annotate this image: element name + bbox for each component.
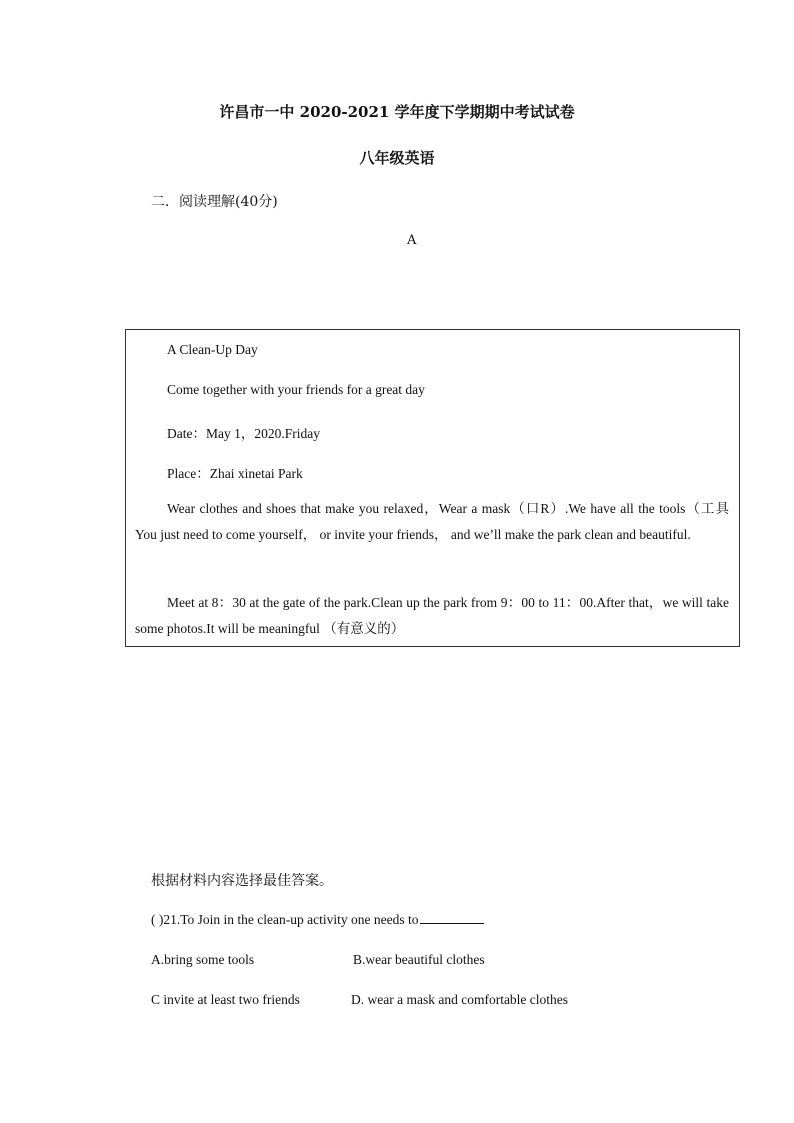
notice-date: Date：May 1，2020.Friday bbox=[167, 426, 320, 441]
question-21-stem: ( )21.To Join in the clean-up activity one needs to bbox=[151, 912, 419, 927]
option-a: A.bring some tools bbox=[151, 952, 255, 967]
section-heading: 二．阅读理解(40分) bbox=[151, 194, 278, 210]
question-21 bbox=[151, 911, 484, 928]
question-instructions: 根据材料内容选择最佳答案。 bbox=[151, 873, 333, 889]
notice-tagline: Come together with your friends for a great day bbox=[167, 382, 425, 397]
exam-title: 许昌市一中 2020-2021 学年度下学期期中考试试卷 bbox=[219, 103, 575, 121]
option-c: C invite at least two friends bbox=[151, 992, 300, 1007]
notice-title: A Clean-Up Day bbox=[167, 342, 258, 357]
notice-paragraph-1: Wear clothes and shoes that make you relaxed，Wear a mask（口R）.We have all the tools（工具 You just need to come yourself， or invite your friends， and we’ll make the park clean and beautiful. bbox=[135, 501, 729, 542]
exam-subtitle: 八年级英语 bbox=[359, 149, 435, 167]
answer-blank bbox=[420, 911, 484, 924]
option-d: D. wear a mask and comfortable clothes bbox=[351, 992, 569, 1007]
option-b: B.wear beautiful clothes bbox=[353, 952, 485, 967]
notice-paragraph-2: Meet at 8：30 at the gate of the park.Clean up the park from 9：00 to 11：00.After that，we will take some photos.It will be meaningful （有意义的） bbox=[135, 595, 729, 636]
notice-box bbox=[125, 329, 740, 647]
notice-place: Place：Zhai xinetai Park bbox=[167, 466, 303, 481]
passage-label: A bbox=[407, 233, 417, 248]
